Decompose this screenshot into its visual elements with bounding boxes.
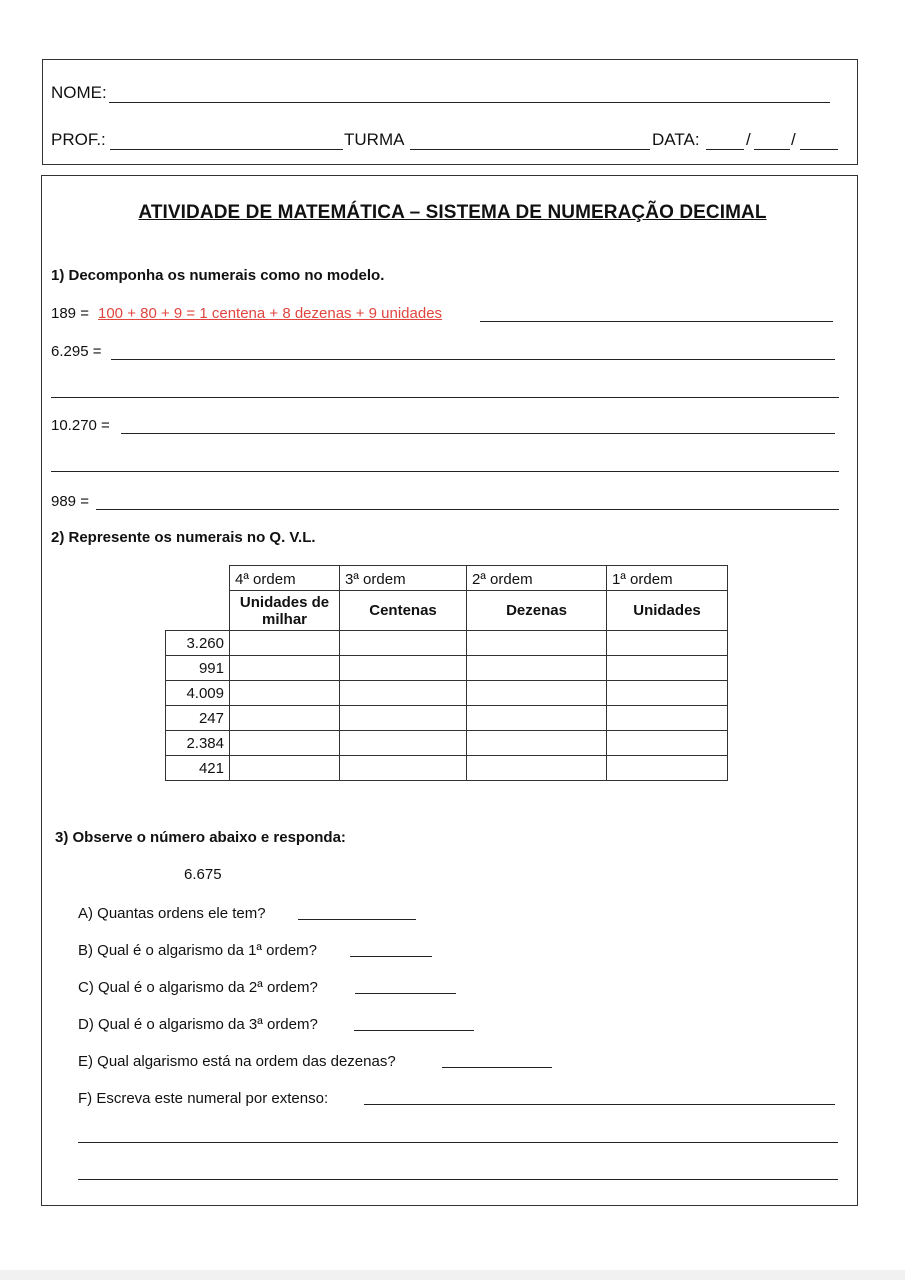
q1-item-1-answer-line-2[interactable] [51, 397, 839, 398]
q3-number: 6.675 [184, 866, 222, 883]
q1-model-answer: 100 + 80 + 9 = 1 centena + 8 dezenas + 9 unidades [98, 305, 443, 322]
q1-prompt: 1) Decomponha os numerais como no modelo. [51, 267, 385, 284]
qvl-row-number: 2.384 [166, 731, 230, 756]
nome-label: NOME: [51, 83, 107, 102]
qvl-col-order-3: 3ª ordem [340, 566, 467, 591]
qvl-col-order-1: 1ª ordem [607, 566, 728, 591]
data-year-field[interactable] [800, 149, 838, 150]
qvl-cell[interactable] [230, 731, 340, 756]
qvl-col-name-1: Unidades [607, 591, 728, 631]
qvl-header-row [166, 591, 728, 631]
q3-question-d: D) Qual é o algarismo da 3ª ordem? [78, 1016, 318, 1033]
q3-prompt: 3) Observe o número abaixo e responda: [55, 829, 346, 846]
qvl-cell[interactable] [340, 706, 467, 731]
q2-prompt: 2) Represente os numerais no Q. V.L. [51, 529, 316, 546]
qvl-cell[interactable] [607, 756, 728, 781]
qvl-cell[interactable] [467, 731, 607, 756]
qvl-row-number: 421 [166, 756, 230, 781]
table-row [166, 631, 728, 656]
qvl-corner-2 [166, 591, 230, 631]
qvl-cell[interactable] [230, 681, 340, 706]
qvl-cell[interactable] [230, 656, 340, 681]
qvl-cell[interactable] [607, 731, 728, 756]
q1-item-1-label: 6.295 = [51, 343, 102, 360]
q3-answer-b[interactable] [350, 956, 432, 957]
qvl-cell[interactable] [467, 681, 607, 706]
qvl-cell[interactable] [340, 656, 467, 681]
qvl-cell[interactable] [230, 706, 340, 731]
q3-answer-d[interactable] [354, 1030, 474, 1031]
qvl-cell[interactable] [340, 731, 467, 756]
q1-item-2-answer-line-2[interactable] [51, 471, 839, 472]
q1-model-number: 189 = [51, 305, 89, 322]
q3-answer-c[interactable] [355, 993, 456, 994]
data-slash-2: / [791, 130, 796, 149]
qvl-cell[interactable] [340, 631, 467, 656]
data-day-field[interactable] [706, 149, 744, 150]
q3-question-e: E) Qual algarismo está na ordem das dezenas? [78, 1053, 396, 1070]
q3-answer-a[interactable] [298, 919, 416, 920]
qvl-col-name-2: Dezenas [467, 591, 607, 631]
qvl-order-row [166, 566, 728, 591]
table-row [166, 731, 728, 756]
qvl-cell[interactable] [607, 706, 728, 731]
q1-item-2-answer-line[interactable] [121, 433, 835, 434]
qvl-corner [166, 566, 230, 591]
table-row [166, 756, 728, 781]
scan-edge [0, 1270, 905, 1280]
qvl-cell[interactable] [607, 656, 728, 681]
qvl-col-order-4: 4ª ordem [230, 566, 340, 591]
qvl-row-number: 247 [166, 706, 230, 731]
qvl-cell[interactable] [230, 631, 340, 656]
qvl-cell[interactable] [467, 631, 607, 656]
q1-model-line [480, 321, 833, 322]
qvl-table [165, 565, 728, 781]
qvl-col-order-2: 2ª ordem [467, 566, 607, 591]
qvl-cell[interactable] [607, 631, 728, 656]
q1-item-3-label: 989 = [51, 493, 89, 510]
q3-question-b: B) Qual é o algarismo da 1ª ordem? [78, 942, 318, 959]
table-row [166, 706, 728, 731]
table-row [166, 656, 728, 681]
q3-answer-e[interactable] [442, 1067, 552, 1068]
qvl-cell[interactable] [340, 681, 467, 706]
page-title: ATIVIDADE DE MATEMÁTICA – SISTEMA DE NUMERAÇÃO DECIMAL [138, 202, 767, 223]
q3-question-f: F) Escreva este numeral por extenso: [78, 1090, 329, 1107]
data-month-field[interactable] [754, 149, 790, 150]
qvl-cell[interactable] [467, 706, 607, 731]
qvl-row-number: 991 [166, 656, 230, 681]
q3-answer-f-line-3[interactable] [78, 1179, 838, 1180]
qvl-cell[interactable] [467, 756, 607, 781]
nome-field[interactable] [109, 102, 830, 103]
data-slash-1: / [746, 130, 751, 149]
qvl-col-name-3: Centenas [340, 591, 467, 631]
q3-answer-f-line-2[interactable] [78, 1142, 838, 1143]
prof-label: PROF.: [51, 130, 106, 149]
prof-field[interactable] [110, 149, 343, 150]
qvl-row-number: 3.260 [166, 631, 230, 656]
qvl-cell[interactable] [230, 756, 340, 781]
turma-field[interactable] [410, 149, 650, 150]
qvl-cell[interactable] [607, 681, 728, 706]
q3-question-c: C) Qual é o algarismo da 2ª ordem? [78, 979, 318, 996]
q3-answer-f[interactable] [364, 1104, 835, 1105]
q3-question-a: A) Quantas ordens ele tem? [78, 905, 266, 922]
qvl-cell[interactable] [340, 756, 467, 781]
table-row [166, 681, 728, 706]
q1-item-1-answer-line[interactable] [111, 359, 835, 360]
qvl-row-number: 4.009 [166, 681, 230, 706]
qvl-cell[interactable] [467, 656, 607, 681]
turma-label: TURMA [344, 130, 405, 149]
q1-item-2-label: 10.270 = [51, 417, 110, 434]
data-label: DATA: [652, 130, 700, 149]
qvl-col-name-4: Unidades de milhar [230, 591, 340, 631]
q1-item-3-answer-line[interactable] [96, 509, 839, 510]
